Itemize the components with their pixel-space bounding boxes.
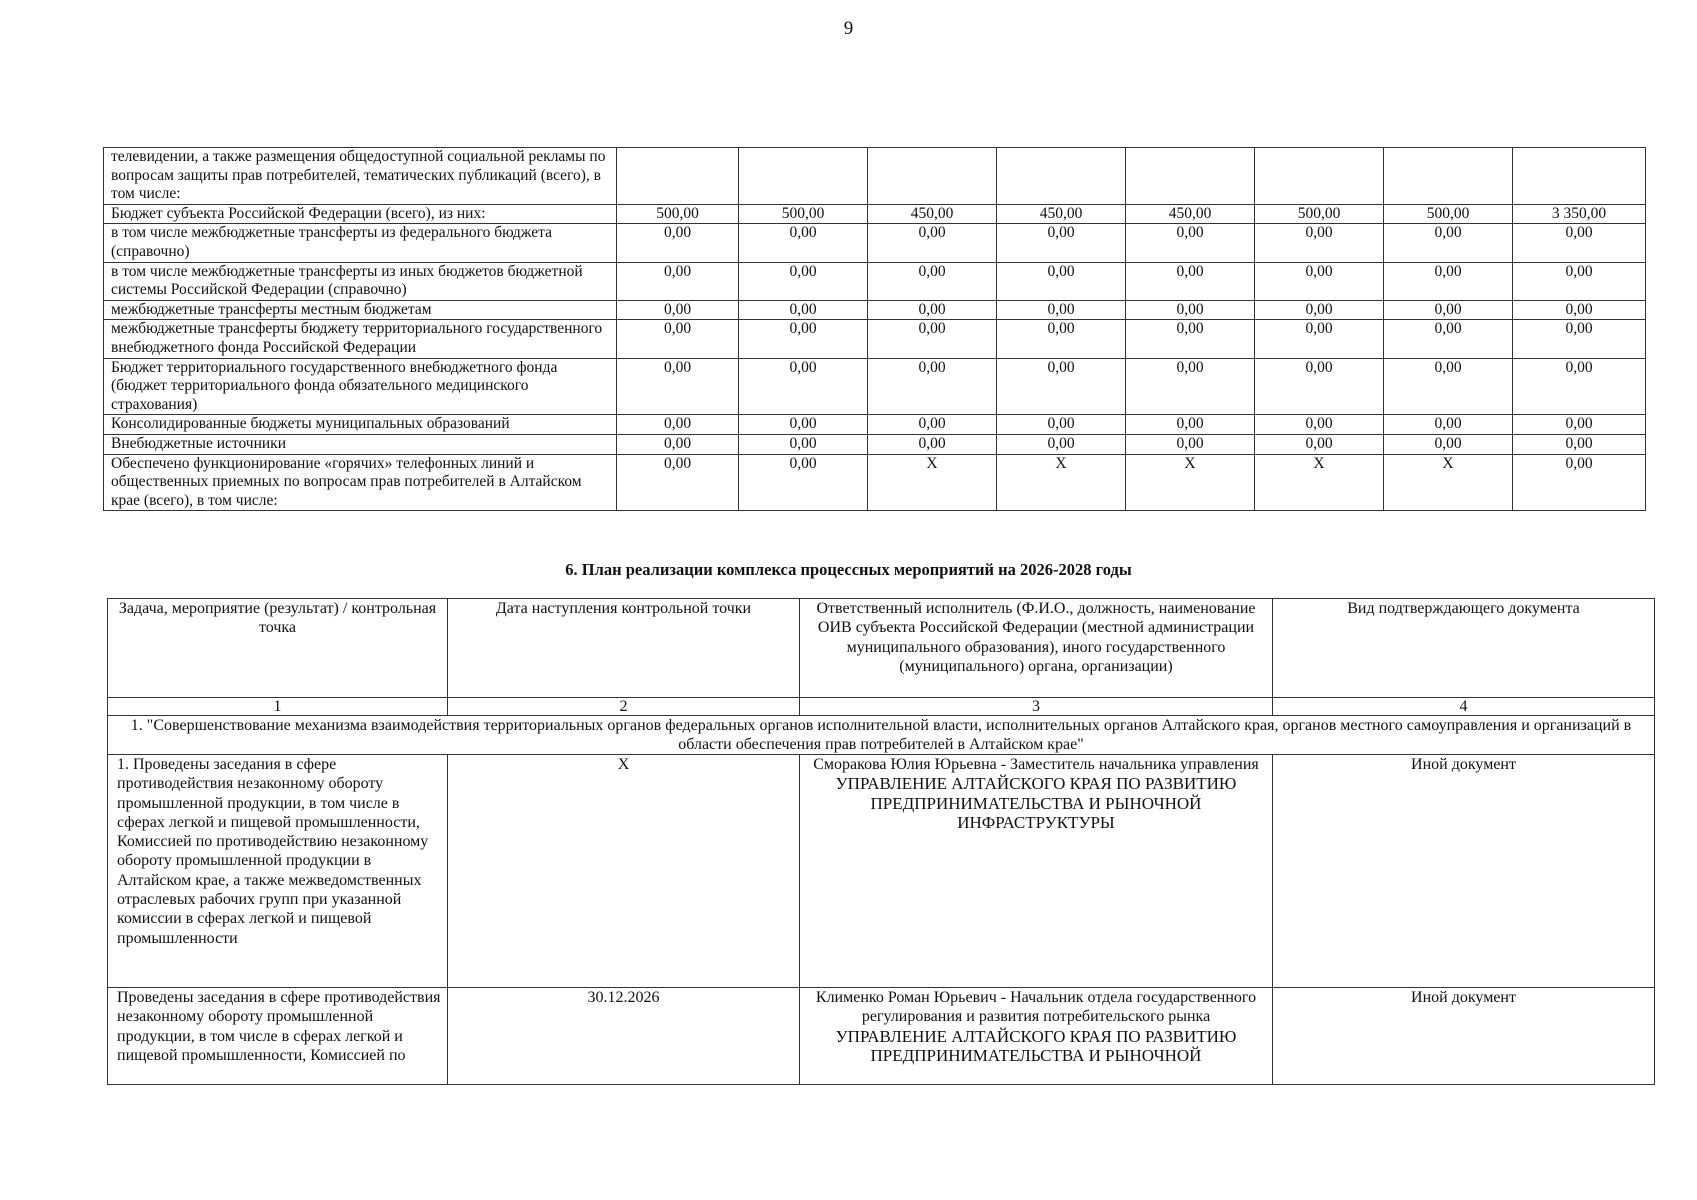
financing-value-cell: 450,00: [1126, 204, 1255, 224]
financing-value-cell: 0,00: [739, 415, 868, 435]
financing-value-cell: 0,00: [1384, 224, 1513, 262]
financing-value-cell: 0,00: [739, 358, 868, 415]
financing-value-cell: 0,00: [617, 358, 739, 415]
financing-value-cell: 0,00: [1255, 262, 1384, 300]
financing-row: [104, 358, 1646, 415]
plan-column-numbers-row: [108, 698, 1655, 716]
financing-row-label: в том числе межбюджетные трансферты из федерального бюджета (справочно): [104, 224, 617, 262]
financing-value-cell: 0,00: [1126, 320, 1255, 358]
financing-value-cell: 0,00: [868, 434, 997, 454]
financing-value-cell: 0,00: [1384, 262, 1513, 300]
financing-value-cell: 0,00: [617, 224, 739, 262]
financing-row: [104, 415, 1646, 435]
financing-value-cell: 0,00: [1513, 262, 1646, 300]
financing-value-cell: 0,00: [617, 320, 739, 358]
financing-value-cell: 0,00: [997, 434, 1126, 454]
financing-value-cell: 0,00: [1384, 300, 1513, 320]
financing-row: [104, 148, 1646, 205]
financing-value-cell: 500,00: [1384, 204, 1513, 224]
financing-value-cell: 0,00: [1513, 415, 1646, 435]
financing-value-cell: 0,00: [868, 262, 997, 300]
financing-row-label: Внебюджетные источники: [104, 434, 617, 454]
responsible-cell: [800, 755, 1273, 988]
financing-value-cell: 0,00: [739, 454, 868, 511]
financing-value-cell: [617, 148, 739, 205]
plan-header-task: Задача, мероприятие (результат) / контрольная точка: [108, 599, 448, 698]
section-title: 6. План реализации комплекса процессных мероприятий на 2026-2028 годы: [565, 560, 1132, 579]
financing-value-cell: 500,00: [617, 204, 739, 224]
date-cell: X: [448, 755, 800, 988]
financing-value-cell: 0,00: [1255, 415, 1384, 435]
financing-row: [104, 262, 1646, 300]
financing-value-cell: 0,00: [739, 434, 868, 454]
financing-value-cell: 0,00: [1255, 224, 1384, 262]
document-cell: Иной документ: [1273, 988, 1655, 1085]
financing-value-cell: 500,00: [1255, 204, 1384, 224]
financing-value-cell: 0,00: [1255, 300, 1384, 320]
plan-group-row: [108, 716, 1655, 755]
responsible-org: УПРАВЛЕНИЕ АЛТАЙСКОГО КРАЯ ПО РАЗВИТИЮ ПРЕДПРИНИМАТЕЛЬСТВА И РЫНОЧНОЙ ИНФРАСТРУКТУРЫ: [835, 774, 1237, 832]
financing-value-cell: X: [997, 454, 1126, 511]
financing-value-cell: 0,00: [739, 224, 868, 262]
financing-row-label: Консолидированные бюджеты муниципальных образований: [104, 415, 617, 435]
financing-value-cell: 0,00: [1384, 434, 1513, 454]
financing-row: [104, 454, 1646, 511]
column-number: 4: [1273, 698, 1655, 716]
financing-value-cell: 0,00: [997, 262, 1126, 300]
financing-value-cell: 0,00: [997, 320, 1126, 358]
financing-row-label: межбюджетные трансферты местным бюджетам: [104, 300, 617, 320]
financing-row-label: Бюджет субъекта Российской Федерации (всего), из них:: [104, 204, 617, 224]
financing-value-cell: 0,00: [1513, 300, 1646, 320]
financing-value-cell: 0,00: [868, 320, 997, 358]
responsible-cell: [800, 988, 1273, 1085]
column-number: 3: [800, 698, 1273, 716]
financing-value-cell: 0,00: [617, 300, 739, 320]
financing-row-label: Бюджет территориального государственного внебюджетного фонда (бюджет территориального фонда обязательного медицинского страхования): [104, 358, 617, 415]
financing-value-cell: 0,00: [1513, 434, 1646, 454]
financing-value-cell: 0,00: [868, 415, 997, 435]
plan-header-row: [108, 599, 1655, 698]
responsible-person: Сморакова Юлия Юрьевна - Заместитель начальника управления: [813, 756, 1259, 773]
financing-value-cell: 0,00: [1255, 358, 1384, 415]
plan-table: [107, 598, 1655, 1085]
column-number: 2: [448, 698, 800, 716]
financing-value-cell: 450,00: [997, 204, 1126, 224]
financing-value-cell: [1513, 148, 1646, 205]
financing-value-cell: [739, 148, 868, 205]
financing-row-label: Обеспечено функционирование «горячих» телефонных линий и общественных приемных по вопросам прав потребителей в Алтайском крае (всего), в том числе:: [104, 454, 617, 511]
financing-row: [104, 320, 1646, 358]
financing-value-cell: [1255, 148, 1384, 205]
financing-value-cell: 0,00: [1384, 358, 1513, 415]
financing-value-cell: 0,00: [868, 358, 997, 415]
financing-value-cell: 0,00: [739, 320, 868, 358]
plan-row: [108, 755, 1655, 988]
financing-value-cell: X: [1126, 454, 1255, 511]
financing-value-cell: 0,00: [868, 300, 997, 320]
task-cell: Проведены заседания в сфере противодействия незаконному обороту промышленной продукции, в том числе в сферах легкой и пищевой промышленности, Комиссией по: [108, 988, 448, 1085]
plan-header-responsible: Ответственный исполнитель (Ф.И.О., должность, наименование ОИВ субъекта Российской Федерации (местной администрации муниципального образования), иного государственного (муниципального) органа, организации): [800, 599, 1273, 698]
financing-value-cell: X: [1255, 454, 1384, 511]
financing-value-cell: 3 350,00: [1513, 204, 1646, 224]
plan-header-date: Дата наступления контрольной точки: [448, 599, 800, 698]
financing-value-cell: 0,00: [739, 300, 868, 320]
page-number: 9: [843, 18, 854, 39]
financing-value-cell: 500,00: [739, 204, 868, 224]
financing-row-label: в том числе межбюджетные трансферты из иных бюджетов бюджетной системы Российской Федерации (справочно): [104, 262, 617, 300]
financing-row-label: межбюджетные трансферты бюджету территориального государственного внебюджетного фонда Российской Федерации: [104, 320, 617, 358]
group-title: 1. "Совершенствование механизма взаимодействия территориальных органов федеральных органов исполнительной власти, исполнительных органов Алтайского края, органов местного самоуправления и организаций в области обеспечения прав потребителей в Алтайском крае": [108, 716, 1655, 755]
financing-row: [104, 204, 1646, 224]
financing-value-cell: [1384, 148, 1513, 205]
financing-value-cell: X: [868, 454, 997, 511]
financing-value-cell: 0,00: [1255, 434, 1384, 454]
financing-value-cell: 0,00: [1255, 320, 1384, 358]
financing-value-cell: 0,00: [1126, 415, 1255, 435]
responsible-org: УПРАВЛЕНИЕ АЛТАЙСКОГО КРАЯ ПО РАЗВИТИЮ ПРЕДПРИНИМАТЕЛЬСТВА И РЫНОЧНОЙ: [835, 1026, 1237, 1065]
document-cell: Иной документ: [1273, 755, 1655, 988]
financing-value-cell: [1126, 148, 1255, 205]
financing-row: [104, 224, 1646, 262]
financing-value-cell: 0,00: [1126, 358, 1255, 415]
financing-row: [104, 300, 1646, 320]
financing-value-cell: 0,00: [1126, 300, 1255, 320]
financing-row-label: телевидении, а также размещения общедоступной социальной рекламы по вопросам защиты прав потребителей, тематических публикаций (всего), в том числе:: [104, 148, 617, 205]
financing-value-cell: 0,00: [868, 224, 997, 262]
financing-value-cell: 0,00: [617, 415, 739, 435]
financing-row: [104, 434, 1646, 454]
column-number: 1: [108, 698, 448, 716]
date-cell: 30.12.2026: [448, 988, 800, 1085]
financing-value-cell: 0,00: [617, 262, 739, 300]
financing-value-cell: 0,00: [617, 454, 739, 511]
financing-value-cell: [868, 148, 997, 205]
financing-value-cell: 0,00: [1126, 434, 1255, 454]
financing-value-cell: 0,00: [1126, 262, 1255, 300]
financing-value-cell: 0,00: [1513, 224, 1646, 262]
financing-value-cell: [997, 148, 1126, 205]
financing-value-cell: 0,00: [1513, 454, 1646, 511]
financing-value-cell: 0,00: [997, 300, 1126, 320]
financing-value-cell: 450,00: [868, 204, 997, 224]
financing-value-cell: 0,00: [997, 415, 1126, 435]
financing-value-cell: 0,00: [739, 262, 868, 300]
financing-value-cell: 0,00: [617, 434, 739, 454]
financing-value-cell: 0,00: [1513, 358, 1646, 415]
plan-header-document: Вид подтверждающего документа: [1273, 599, 1655, 698]
financing-value-cell: 0,00: [1513, 320, 1646, 358]
financing-value-cell: 0,00: [997, 224, 1126, 262]
task-cell: 1. Проведены заседания в сфере противодействия незаконному обороту промышленной продукции, в том числе в сферах легкой и пищевой промышленности, Комиссией по противодействию незаконному обороту промышленной продукции в Алтайском крае, а также межведомственных отраслевых рабочих групп при указанной комиссии в сферах легкой и пищевой промышленности: [108, 755, 448, 988]
plan-row: [108, 988, 1655, 1085]
financing-table: [103, 147, 1646, 511]
financing-value-cell: X: [1384, 454, 1513, 511]
financing-value-cell: 0,00: [997, 358, 1126, 415]
financing-value-cell: 0,00: [1384, 320, 1513, 358]
financing-value-cell: 0,00: [1126, 224, 1255, 262]
financing-value-cell: 0,00: [1384, 415, 1513, 435]
responsible-person: Клименко Роман Юрьевич - Начальник отдела государственного регулирования и развития потребительского рынка: [815, 989, 1257, 1026]
